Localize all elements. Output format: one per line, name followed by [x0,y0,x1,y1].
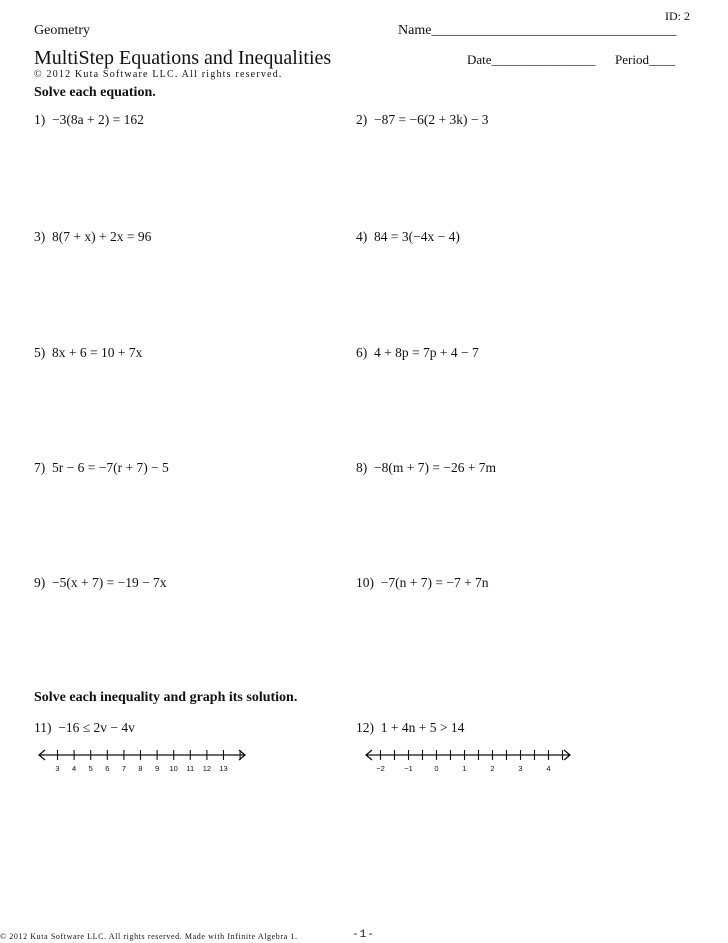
page-title: MultiStep Equations and Inequalities [34,47,332,69]
problem-11: 11) −16 ≤ 2v − 4v [34,720,135,735]
problem-2: 2) −87 = −6(2 + 3k) − 3 [356,112,489,127]
number-line-label: 1 [462,764,467,773]
problem-1: 1) −3(8a + 2) = 162 [34,112,144,127]
inequalities-heading: Solve each inequality and graph its solution. [34,690,298,705]
number-line-label: 13 [219,764,228,773]
number-line-label: 6 [105,764,110,773]
number-line-label: 10 [169,764,178,773]
problem-9: 9) −5(x + 7) = −19 − 7x [34,575,167,590]
number-line-label: 12 [202,764,212,773]
number-line-label: 3 [518,764,523,773]
number-line-label: 0 [434,764,439,773]
problem-12: 12) 1 + 4n + 5 > 14 [356,720,465,735]
number-line-label: −2 [376,764,385,773]
number-line-label: 2 [490,764,495,773]
number-line-label: 4 [546,764,551,773]
equations-heading: Solve each equation. [34,85,156,100]
number-line-label: 8 [138,764,143,773]
number-line-label: 4 [72,764,77,773]
problem-6: 6) 4 + 8p = 7p + 4 − 7 [356,345,479,360]
problem-7: 7) 5r − 6 = −7(r + 7) − 5 [34,460,169,475]
number-line-label: 5 [88,764,93,773]
problem-10: 10) −7(n + 7) = −7 + 7n [356,575,489,590]
worksheet-id: ID: 2 [665,9,690,23]
problem-3: 3) 8(7 + x) + 2x = 96 [34,229,152,244]
number-line-label: 11 [186,764,195,773]
number-line-11[interactable] [37,745,252,775]
number-line-label: −1 [404,764,413,773]
problem-5: 5) 8x + 6 = 10 + 7x [34,345,143,360]
number-line-label: 3 [55,764,60,773]
period-field[interactable]: Period____ [615,52,675,67]
page-number: -1- [352,929,375,941]
date-field[interactable]: Date________________ [467,52,596,67]
footer-copyright: © 2012 Kuta Software LLC. All rights reserved. Made with Infinite Algebra 1. [0,932,298,941]
number-line-label: 9 [155,764,160,773]
problem-4: 4) 84 = 3(−4x − 4) [356,229,460,244]
number-line-12[interactable] [364,745,574,775]
copyright-notice: © 2012 Kuta Software LLC. All rights reserved. [34,69,283,80]
course-name: Geometry [34,23,90,38]
problem-8: 8) −8(m + 7) = −26 + 7m [356,460,497,475]
number-line-label: 7 [121,764,126,773]
name-field[interactable]: Name___________________________________ [398,23,677,38]
